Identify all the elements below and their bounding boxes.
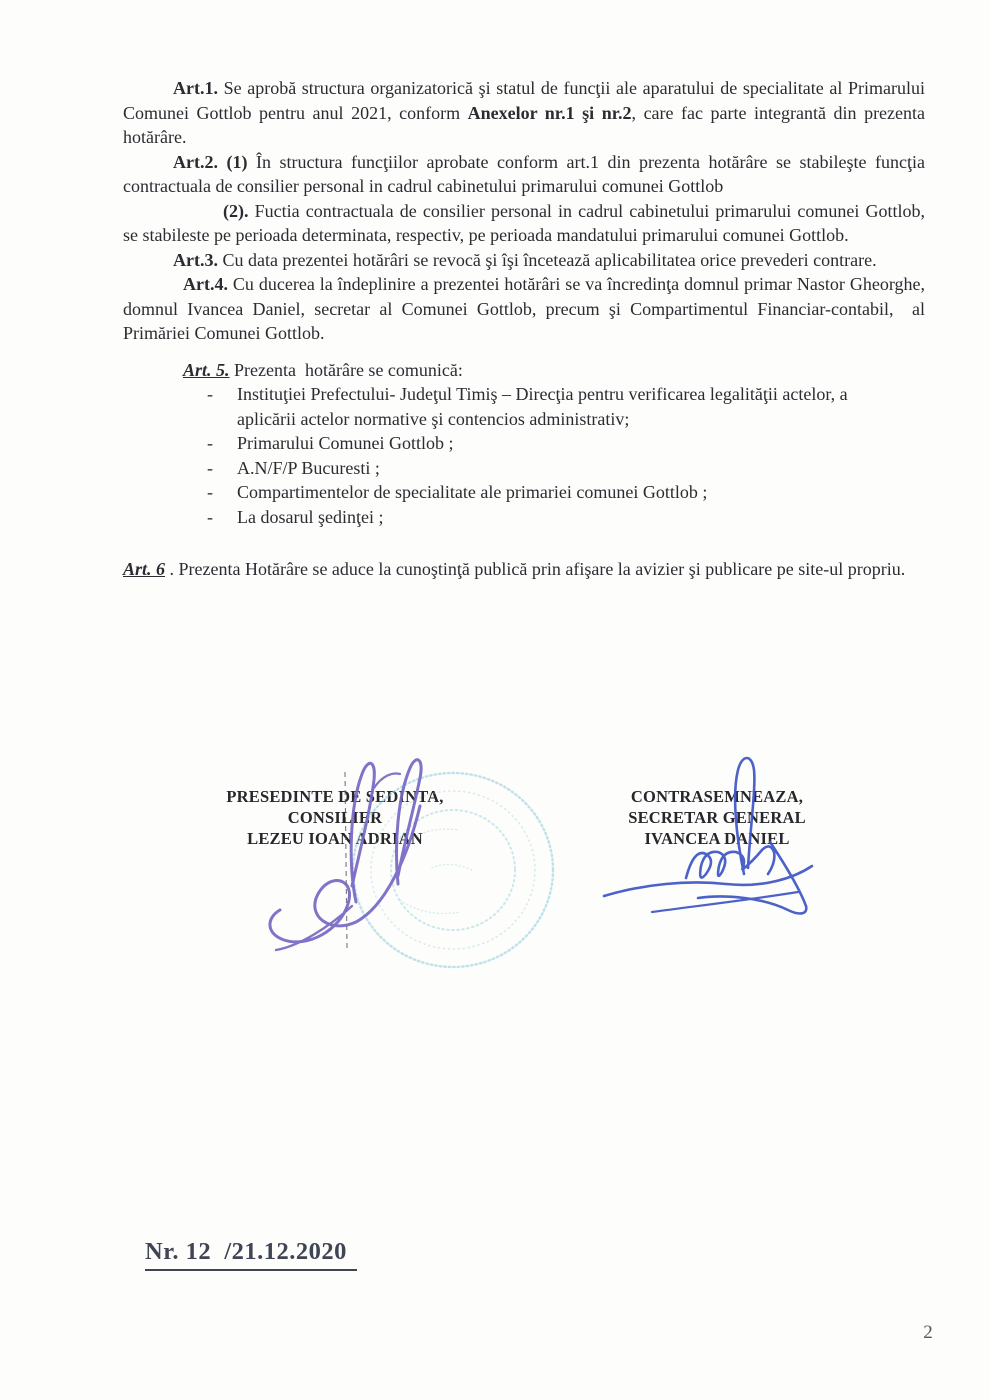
- document-number: Nr. 12 /21.12.2020: [145, 1238, 357, 1271]
- list-item: [207, 480, 925, 505]
- art2-1-label: Art.2. (1): [173, 151, 248, 172]
- paragraph-art1: [123, 76, 925, 150]
- art2-1-text: În structura funcţiilor aprobate conform art.1 din prezenta hotărâre se stabileşte funcţia contractuala de consilier personal in cadrul cabinetului primarului comunei Gottlob: [123, 151, 925, 196]
- list-item-text: Compartimentelor de specialitate ale primariei comunei Gottlob ;: [237, 482, 708, 502]
- dash-bullet: -: [207, 384, 213, 404]
- page-number: 2: [923, 1322, 933, 1343]
- paragraph-art3: [123, 248, 925, 273]
- paragraph-art6: [123, 557, 925, 582]
- art6-label: Art. 6: [123, 559, 166, 579]
- art1-text-1: Se aprobă structura organizatorică şi statul de funcţii ale aparatului de specialitate al Primarului Comunei Gottlob pentru anul 2021, conform: [123, 78, 925, 123]
- art4-text: Cu ducerea la îndeplinire a prezentei hotărâri se va încredinţa domnul primar Nastor Gheorghe, domnul Ivancea Daniel, secretar al Comunei Gottlob, precum şi Compartimentul Financiar-contabil, al Primăriei Comunei Gottlob.: [123, 274, 925, 343]
- list-item: [207, 382, 925, 431]
- art5-label: Art. 5.: [183, 359, 230, 380]
- list-item: [207, 456, 925, 481]
- art2-2-text: Fuctia contractuala de consilier personal in cadrul cabinetului primarului comunei Gottlob, se stabileste pe perioada determinata, respectiv, pe perioada mandatului primarului comunei Gottlob.: [123, 200, 925, 245]
- document-body: [123, 76, 925, 582]
- dash-bullet: -: [207, 433, 213, 453]
- secretary-name: IVANCEA DANIEL: [644, 829, 790, 848]
- communication-list: [207, 382, 925, 529]
- art6-text: . Prezenta Hotărâre se aduce la cunoştinţă publică prin afişare la avizier şi publicare pe site-ul propriu.: [165, 559, 906, 579]
- paragraph-art5-heading: [123, 358, 925, 383]
- secretary-role: SECRETAR GENERAL: [628, 808, 806, 827]
- art1-annex-reference: Anexelor nr.1 şi nr.2: [467, 102, 632, 123]
- paragraph-art2-1: [123, 150, 925, 199]
- president-role: CONSILIER: [287, 808, 383, 827]
- list-item-text: Instituţiei Prefectului- Judeţul Timiş – Direcţia pentru verificarea legalităţii actelor, a aplicării actelor normative şi contencios administrativ;: [237, 384, 848, 429]
- secretary-title: CONTRASEMNEAZA,: [630, 787, 804, 806]
- paragraph-art4: [123, 272, 925, 346]
- art3-text: Cu data prezentei hotărâri se revocă şi îşi încetează aplicabilitatea orice prevederi contrare.: [217, 249, 877, 270]
- list-item-text: A.N/F/P Bucuresti ;: [237, 457, 380, 478]
- president-name: LEZEU IOAN ADRIAN: [247, 829, 423, 848]
- art5-text: Prezenta hotărâre se comunică:: [229, 359, 463, 380]
- art4-label: Art.4.: [183, 274, 228, 294]
- art1-text-2: , care fac parte integrantă din prezenta hotărâre.: [123, 102, 926, 147]
- dash-bullet: -: [207, 482, 213, 502]
- list-item-text: Primarului Comunei Gottlob ;: [237, 433, 454, 453]
- dash-bullet: -: [207, 506, 213, 527]
- art3-label: Art.3.: [173, 249, 218, 270]
- dash-bullet: -: [207, 457, 213, 478]
- paragraph-art2-2: [123, 199, 925, 248]
- art1-label: Art.1.: [173, 78, 218, 98]
- art2-2-label: (2).: [223, 200, 249, 221]
- list-item: [207, 431, 925, 456]
- president-title: PRESEDINTE DE SEDINTA,: [226, 787, 444, 806]
- list-item: [207, 505, 925, 530]
- signature-block-president: [225, 786, 445, 849]
- list-item-text: La dosarul şedinţei ;: [237, 506, 384, 527]
- signature-block-secretary: [608, 786, 826, 849]
